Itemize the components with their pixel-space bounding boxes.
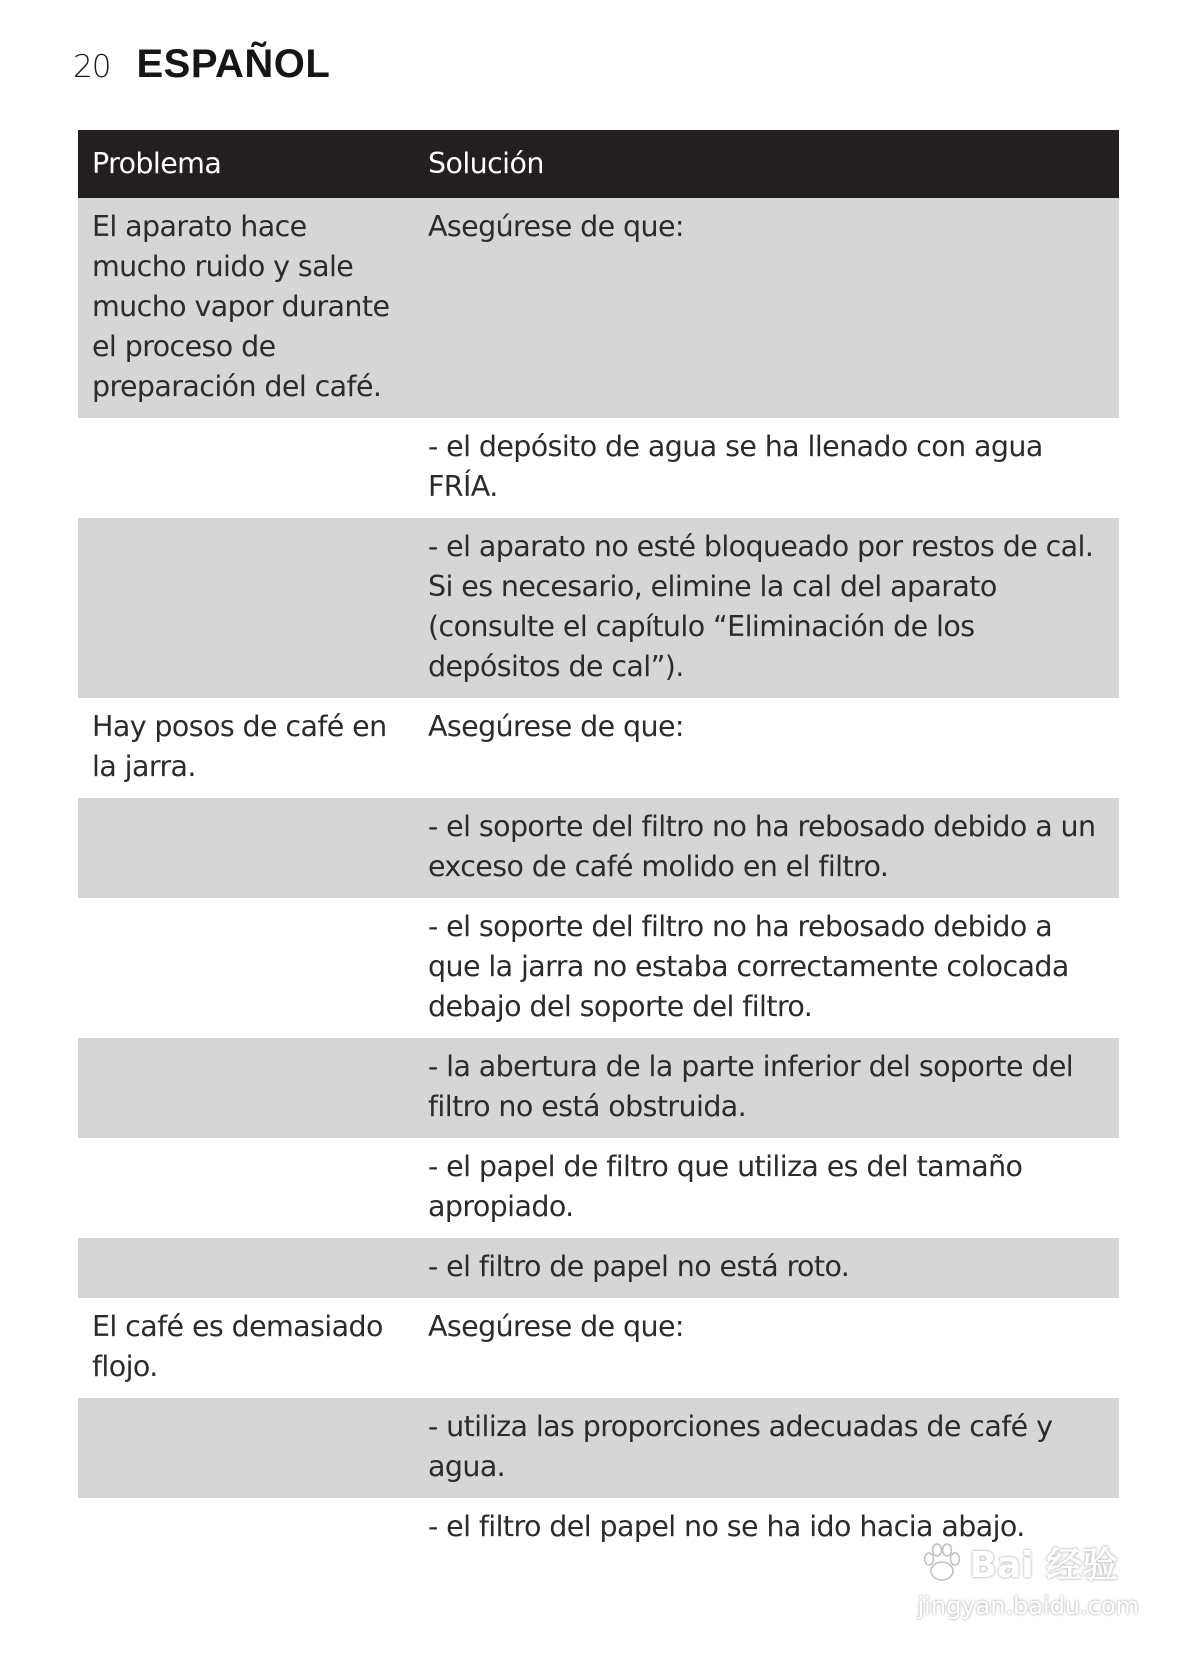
problem-cell: El aparato hace mucho ruido y sale mucho vapor durante el proceso de preparación del café. [92, 210, 390, 403]
table-row [78, 1398, 1119, 1498]
problem-cell [78, 1238, 414, 1298]
solution-cell: - el soporte del filtro no ha rebosado debido a un exceso de café molido en el filtro. [428, 810, 1096, 883]
solution-cell: Asegúrese de que: [428, 710, 684, 743]
problem-cell [78, 1138, 414, 1238]
problem-cell [78, 418, 414, 518]
problem-cell [78, 898, 414, 1038]
table-header-row [78, 130, 1119, 198]
table-row [78, 1038, 1119, 1138]
column-header-solution: Solución [428, 147, 544, 180]
section-title: ESPAÑOL [136, 42, 331, 86]
solution-cell: - la abertura de la parte inferior del soporte del filtro no está obstruida. [428, 1050, 1074, 1123]
solution-cell: Asegúrese de que: [428, 1310, 684, 1343]
watermark-url: jingyan.baidu.com [917, 1592, 1139, 1620]
column-header-problem: Problema [92, 147, 222, 180]
problem-cell [78, 1498, 414, 1558]
troubleshooting-table [78, 130, 1119, 1558]
problem-cell: El café es demasiado flojo. [92, 1310, 383, 1383]
table-row [78, 798, 1119, 898]
page-header [73, 42, 330, 87]
table-row [78, 698, 1119, 798]
table-row [78, 518, 1119, 698]
solution-cell: Asegúrese de que: [428, 210, 684, 243]
table-row [78, 898, 1119, 1038]
page-number: 20 [73, 49, 111, 85]
solution-cell: - utiliza las proporciones adecuadas de café y agua. [428, 1410, 1053, 1483]
solution-cell: - el filtro de papel no está roto. [428, 1250, 850, 1283]
solution-cell: - el filtro del papel no se ha ido hacia abajo. [428, 1510, 1025, 1543]
solution-cell: - el aparato no esté bloqueado por restos de cal. Si es necesario, elimine la cal del aparato (consulte el capítulo “Eliminación de los depósitos de cal”). [428, 530, 1094, 683]
problem-cell: Hay posos de café en la jarra. [92, 710, 387, 783]
solution-cell: - el depósito de agua se ha llenado con agua FRÍA. [428, 430, 1043, 503]
solution-cell: - el soporte del filtro no ha rebosado debido a que la jarra no estaba correctamente colocada debajo del soporte del filtro. [428, 910, 1069, 1023]
problem-cell [78, 798, 414, 898]
solution-cell: - el papel de filtro que utiliza es del tamaño apropiado. [428, 1150, 1023, 1223]
table-row [78, 418, 1119, 518]
problem-cell [78, 1038, 414, 1138]
table-row [78, 1238, 1119, 1298]
problem-cell [78, 1398, 414, 1498]
table-row [78, 1498, 1119, 1558]
table-row [78, 1298, 1119, 1398]
problem-cell [78, 518, 414, 698]
table-row [78, 1138, 1119, 1238]
watermark-brand-text: Bai 经验 [969, 1545, 1119, 1586]
table-row [78, 198, 1119, 418]
